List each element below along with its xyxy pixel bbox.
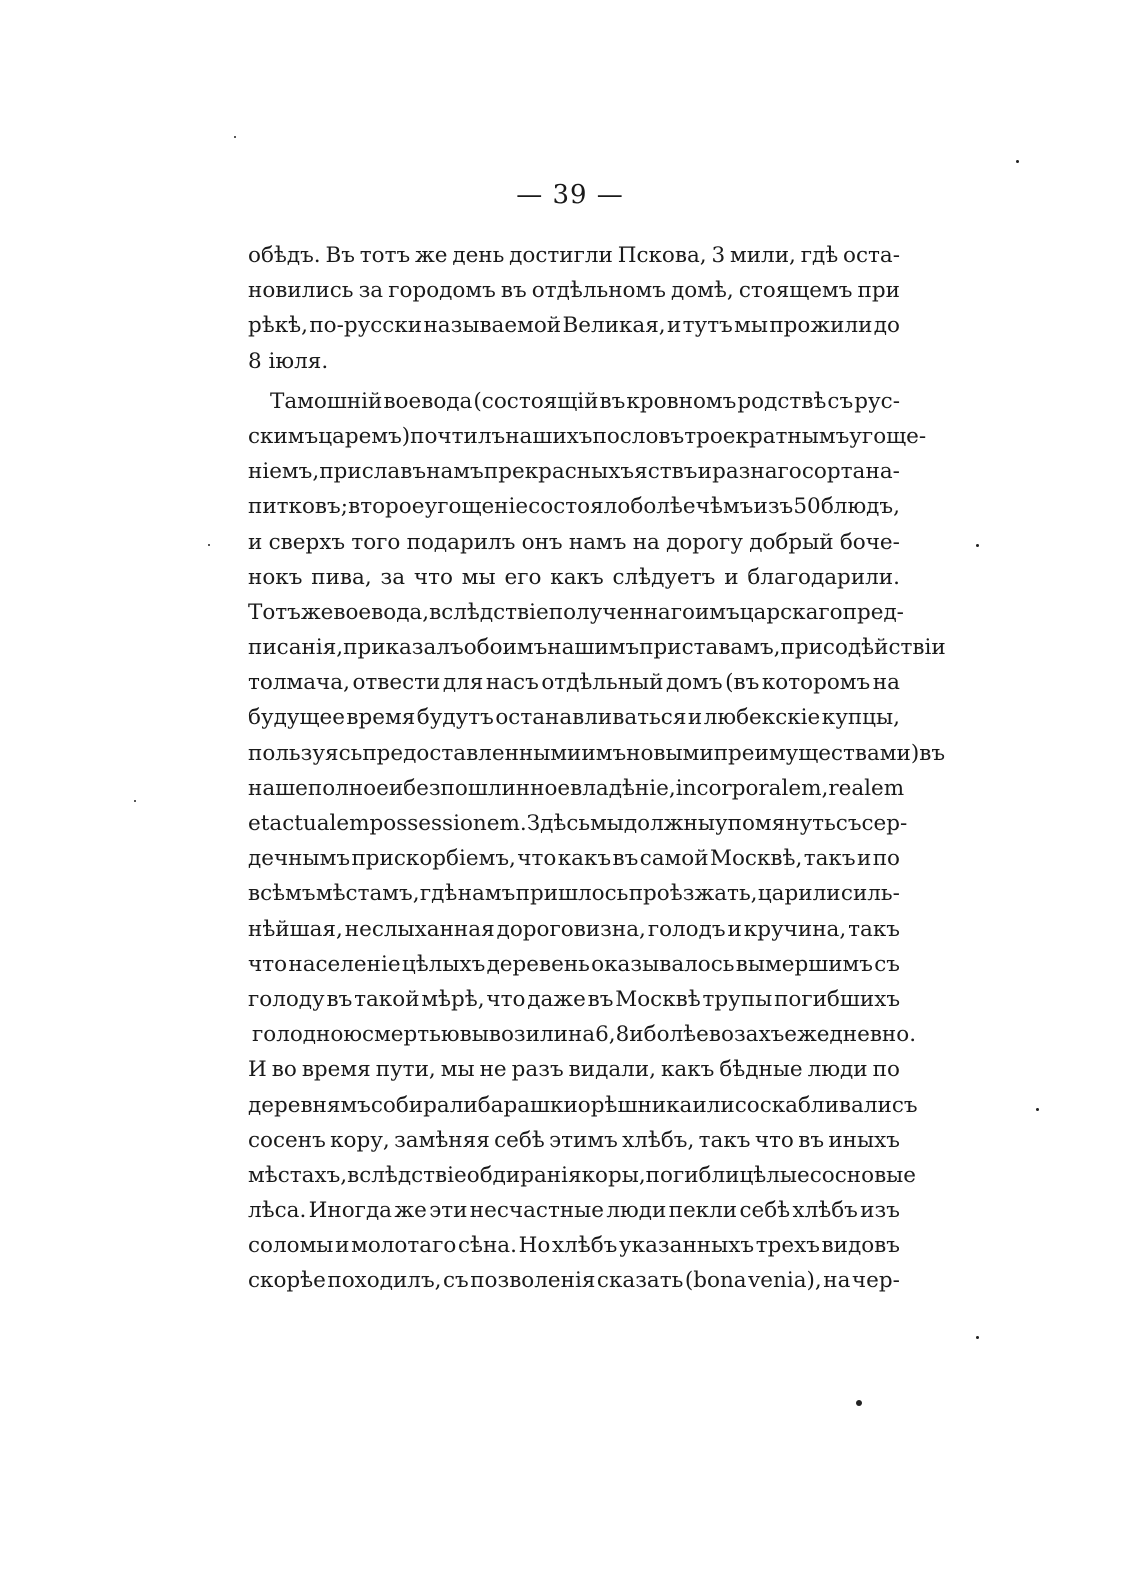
text-line: Тотъ же воевода, вслѣдствіе полученнаго имъ царскаго пред- [248, 599, 904, 625]
text-line: писанія, приказалъ обоимъ нашимъ приставамъ, при содѣйствіи [248, 635, 946, 661]
text-line: сосенъ кору, замѣняя себѣ этимъ хлѣбъ, такъ что въ иныхъ [248, 1127, 900, 1153]
text-line: голоду въ такой мѣрѣ, что даже въ Москвѣ трупы погибшихъ [248, 986, 900, 1012]
text-line: 8 іюля. [248, 348, 329, 374]
text-line: обѣдъ. Въ тотъ же день достигли Пскова, 3 мили, гдѣ оста- [248, 243, 900, 268]
text-line: et actualem possessionem. Здѣсь мы должны упомянуть съ сер- [248, 811, 908, 836]
text-line: деревнямъ собирали барашки орѣшника или соскабливали съ [248, 1092, 918, 1118]
text-line: скорѣе походилъ, съ позволенія сказать (bona venia), на чер- [248, 1268, 900, 1294]
text-line: рѣкѣ, по-русски называемой Великая, и тутъ мы прожили до [248, 313, 900, 339]
text-line: дечнымъ прискорбіемъ, что какъ въ самой Москвѣ, такъ и по [248, 846, 900, 872]
scan-speck [208, 544, 210, 546]
page-number: — 39 — [516, 180, 624, 210]
scan-speck [134, 800, 136, 802]
text-line: нокъ пива, за что мы его какъ слѣдуетъ и благодарили. [248, 564, 900, 590]
text-line: что населеніе цѣлыхъ деревень оказывалось вымершимъ съ [248, 951, 900, 977]
text-line: толмача, отвести для насъ отдѣльный домъ (въ которомъ на [248, 670, 900, 696]
text-line: ніемъ, приславъ намъ прекрасныхъ яствъ и разнаго сорта на- [248, 459, 900, 485]
text-line: нѣйшая, неслыханная дороговизна, голодъ и кручина, такъ [248, 916, 900, 942]
text-line: голодною смертью вывозили на 6, 8 и болѣе возахъ ежедневно. [252, 1022, 917, 1048]
text-line: пользуясь предоставленными имъ новыми преимуществами) въ [248, 740, 946, 766]
text-line: питковъ; второе угощеніе состояло болѣе чѣмъ изъ 50 блюдъ, [248, 494, 900, 520]
text-line: новились за городомъ въ отдѣльномъ домѣ, стоящемъ при [248, 278, 900, 304]
text-line: всѣмъ мѣстамъ, гдѣ намъ пришлось проѣзжать, царили силь- [248, 881, 900, 907]
text-line: И во время пути, мы не разъ видали, какъ бѣдные люди по [248, 1057, 900, 1083]
scan-speck [1016, 160, 1019, 163]
scan-speck [976, 1336, 979, 1339]
text-line: соломы и молотаго сѣна. Но хлѣбъ указанныхъ трехъ видовъ [248, 1233, 900, 1259]
scan-speck [856, 1400, 862, 1406]
text-line: и сверхъ того подарилъ онъ намъ на дорогу добрый боче- [248, 529, 900, 555]
text-line: скимъ царемъ) почтилъ нашихъ пословъ троекратнымъ угоще- [248, 423, 927, 449]
text-line: лѣса. Иногда же эти несчастные люди пекли себѣ хлѣбъ изъ [248, 1198, 900, 1224]
text-line: мѣстахъ, вслѣдствіе обдиранія коры, погибли цѣлые сосновые [248, 1162, 917, 1188]
scan-speck [234, 136, 236, 138]
scan-speck [1036, 1108, 1039, 1111]
scan-speck [976, 544, 979, 547]
text-line: Тамошній воевода (состоящій въ кровномъ родствѣ съ рус- [270, 388, 900, 414]
body-text [248, 238, 946, 1299]
text-line: будущее время будутъ останавливаться и любекскіе купцы, [248, 705, 900, 731]
text-line: наше полное и безпошлинное владѣніе, in corporalem, realem [248, 775, 905, 801]
